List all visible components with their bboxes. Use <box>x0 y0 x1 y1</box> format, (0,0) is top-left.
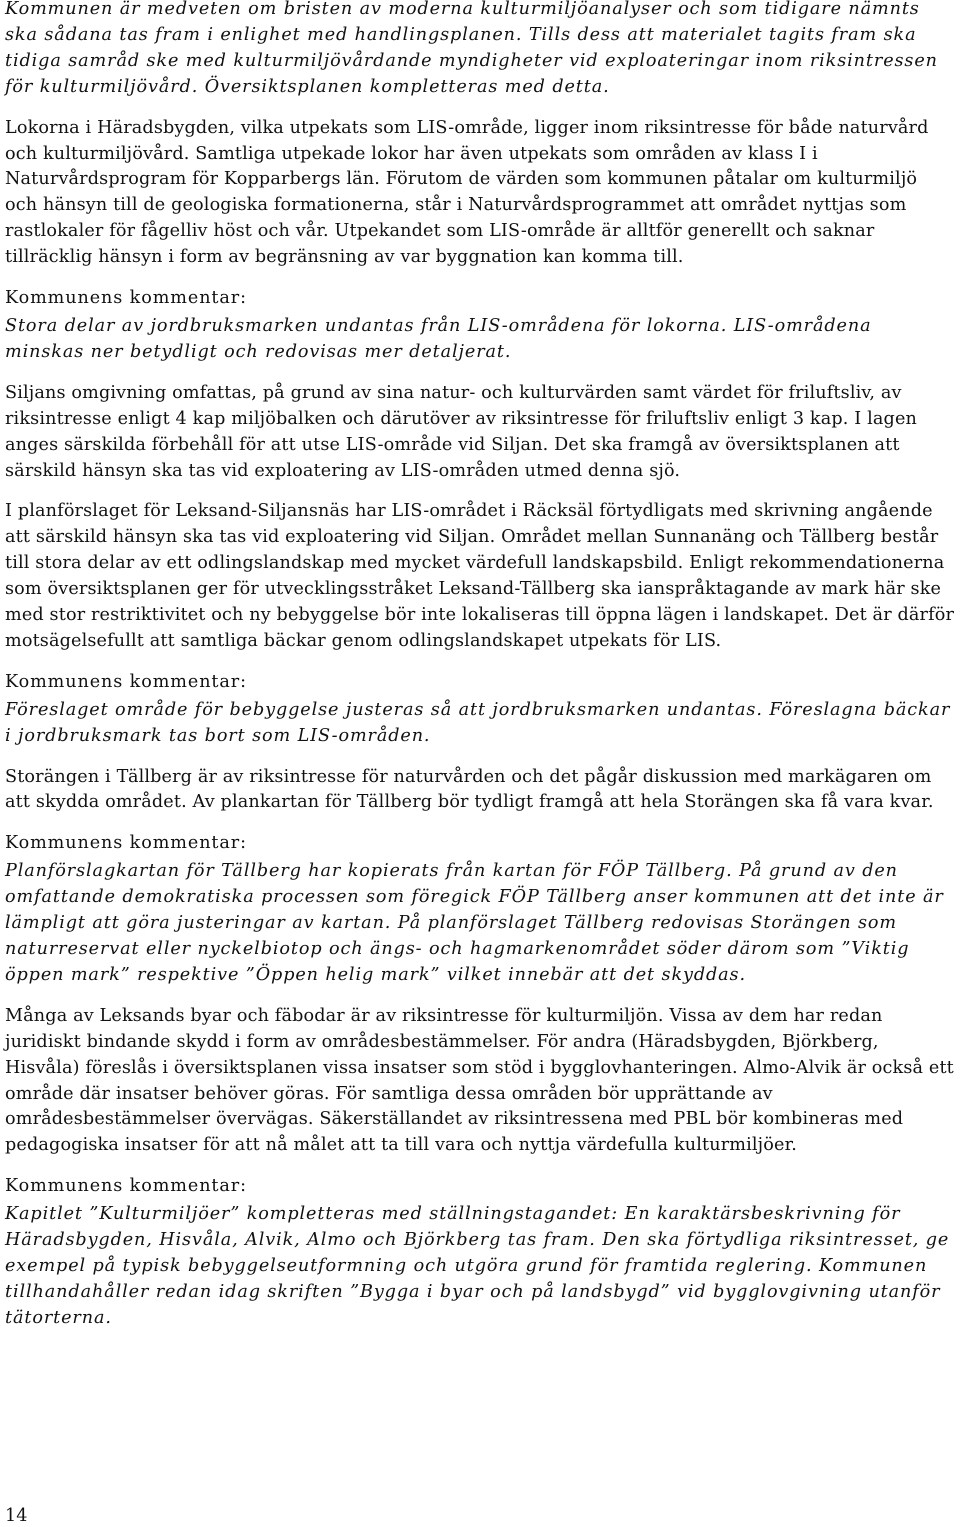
paragraph-leksands-byar: Många av Leksands byar och fäbodar är av riksintresse för kulturmiljön. Vissa av dem har redan juridiskt bindande skydd i form av områdesbestämmelser. För andra (Häradsbygden, Björkberg, Hisvåla) föreslås i översiktsplanen vissa insatser som stöd i bygglovhanteringen. Almo-Alvik är också ett område där insatser behöver göras. För samtliga dessa områden bör upprättande av områdesbestämmelser övervägas. Säkerställandet av riksintressena med PBL bör kombineras med pedagogiska insatser för att nå målet att ta till vara och nyttja värdefulla kulturmiljöer. <box>5 1005 954 1156</box>
paragraph-lokorna-haradsbygden: Lokorna i Häradsbygden, vilka utpekats som LIS-område, ligger inom riksintresse för både naturvård och kulturmiljövård. Samtliga utpekade lokor har även utpekats som områden av klass I i Naturvårdsprogram för Kopparbergs län. Förutom de värden som kommunen påtalar om kulturmiljö och hänsyn till de geologiska formationerna, står i Naturvårdsprogrammet att området nyttjas som rastlokaler för fågelliv höst och vår. Utpekandet som LIS-område är alltför generellt och saknar tillräcklig hänsyn i form av begränsning av var byggnation kan komma till. <box>5 117 929 268</box>
municipality-comment-heading: Kommunens kommentar: <box>5 1176 247 1197</box>
municipality-comment-lokorna: Stora delar av jordbruksmarken undantas från LIS-områdena för lokorna. LIS-områdena minskas ner betydligt och redovisas mer detaljerat. <box>5 315 872 362</box>
paragraph-siljans-omgivning: Siljans omgivning omfattas, på grund av sina natur- och kulturvärden samt värdet för friluftsliv, av riksintresse enligt 4 kap miljöbalken och därutöver av riksintresse för friluftsliv enligt 3 kap. I lagen anges särskilda förbehåll för att utse LIS-område vid Siljan. Det ska framgå av översiktsplanen att särskild hänsyn ska tas vid exploatering av LIS-områden utmed denna sjö. <box>5 382 917 481</box>
page-number: 14 <box>5 1506 28 1526</box>
municipality-comment-heading: Kommunens kommentar: <box>5 288 247 309</box>
municipality-comment-bebyggelse: Föreslaget område för bebyggelse justeras så att jordbruksmarken undantas. Föreslagna bäckar i jordbruksmark tas bort som LIS-områden. <box>5 699 951 746</box>
paragraph-planforslag-leksand-siljansnas: I planförslaget för Leksand-Siljansnäs har LIS-området i Räcksäl förtydligats med skrivning angående att särskild hänsyn ska tas vid exploatering vid Siljan. Området mellan Sunnanäng och Tällberg består till stora delar av ett odlingslandskap med mycket värdefull landskapsbild. Enligt rekommendationerna som översiktsplanen ger för utvecklingsstråket Leksand-Tällberg ska ianspråktagande av mark här ske med stor restriktivitet och ny bebyggelse bör inte lokaliseras till öppna lägen i landskapet. Det är därför motsägelsefullt att samtliga bäckar genom odlingslandskapet utpekats för LIS. <box>5 501 955 651</box>
paragraph-kulturmiljoanalyser: Kommunen är medveten om bristen av moderna kulturmiljöanalyser och som tidigare nämnts ska sådana tas fram i enlighet med handlingsplanen. Tills dess att materialet tagits fram ska tidiga samråd ske med kulturmiljövårdande myndigheter vid exploateringar inom riksintressen för kulturmiljövård. Översiktsplanen kompletteras med detta. <box>5 0 938 97</box>
document-page <box>5 0 955 1347</box>
municipality-comment-tallberg-karta: Planförslagkartan för Tällberg har kopierats från kartan för FÖP Tällberg. På grund av den omfattande demokratiska processen som föregick FÖP Tällberg anser kommunen att det inte är lämpligt att göra justeringar av kartan. På planförslaget Tällberg redovisas Storängen som naturreservat eller nyckelbiotop och ängs- och hagmarkenområdet söder därom som ”Viktig öppen mark” respektive ”Öppen helig mark” vilket innebär att det skyddas. <box>5 861 944 985</box>
municipality-comment-heading: Kommunens kommentar: <box>5 671 247 692</box>
municipality-comment-kulturmiljoer: Kapitlet ”Kulturmiljöer” kompletteras med ställningstagandet: En karaktärsbeskrivning för Häradsbygden, Hisvåla, Alvik, Almo och Björkberg tas fram. Den ska förtydliga riksintresset, ge exempel på typisk bebyggelseutformning och utgöra grund för framtida reglering. Kommunen tillhandahåller redan idag skriften ”Bygga i byar och på landsbygd” vid bygglovgivning utanför tätorterna. <box>5 1204 950 1328</box>
municipality-comment-heading: Kommunens kommentar: <box>5 833 247 854</box>
paragraph-storangen-tallberg: Storängen i Tällberg är av riksintresse för naturvården och det pågår diskussion med markägaren om att skydda området. Av plankartan för Tällberg bör tydligt framgå att hela Storängen ska få vara kvar. <box>5 766 934 813</box>
